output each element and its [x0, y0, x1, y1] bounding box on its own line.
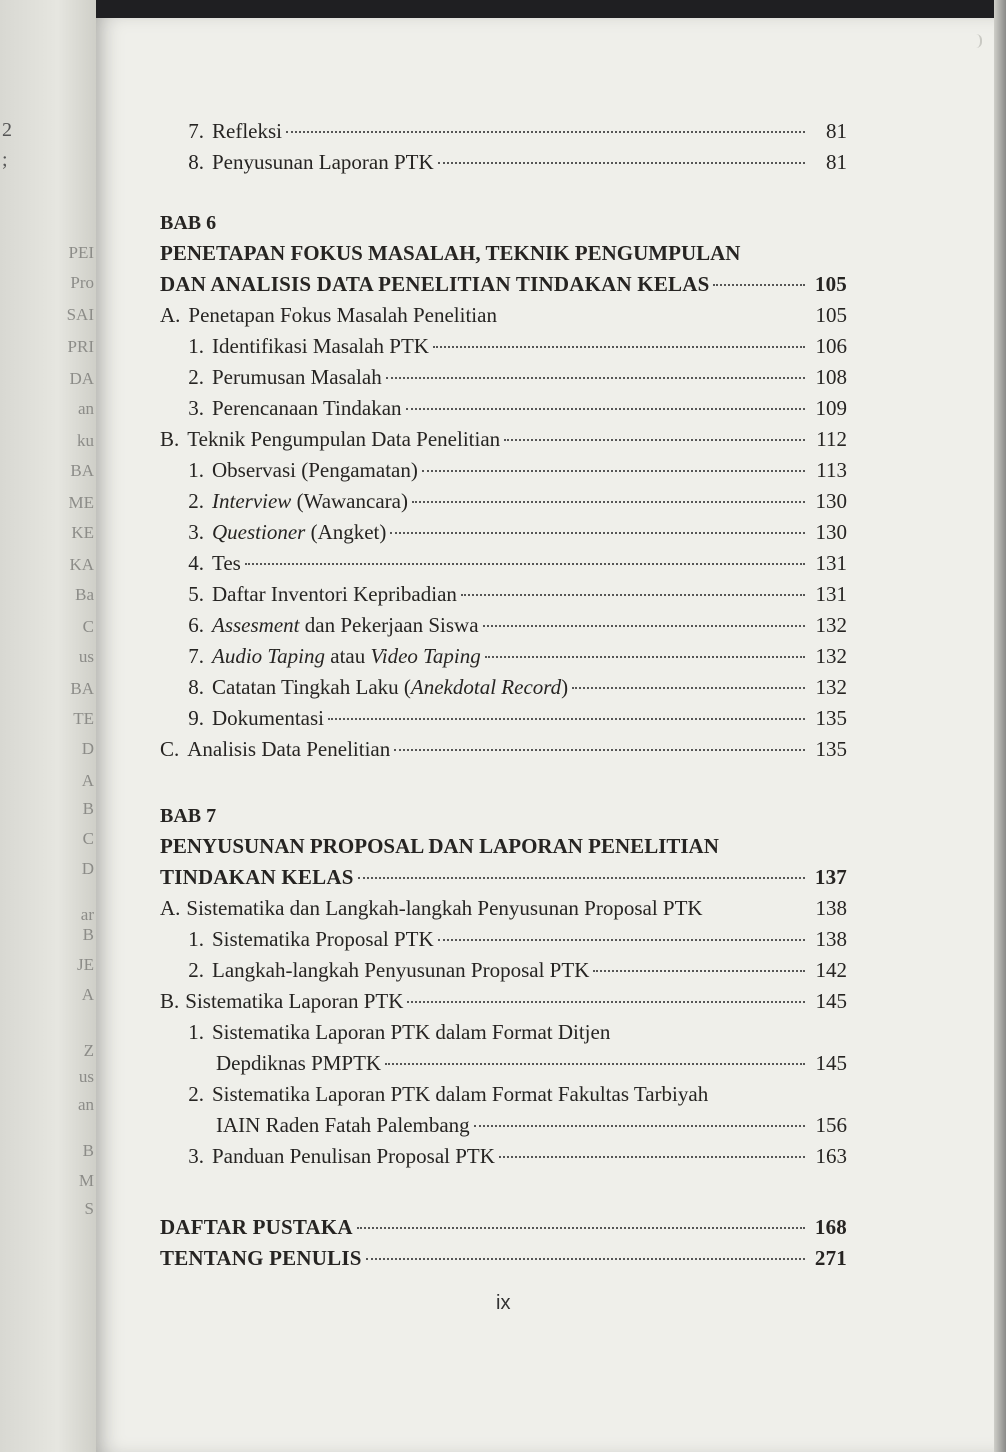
- edge-fragment: KA: [69, 555, 94, 574]
- toc-entry-continuation: [160, 1048, 847, 1079]
- toc-page-number: 130: [815, 489, 847, 513]
- toc-entry-title: Depdiknas PMPTK: [216, 1051, 382, 1075]
- edge-fragment: us: [78, 647, 94, 666]
- toc-entry-title: Sistematika Laporan PTK: [185, 989, 404, 1013]
- dot-leader: [438, 939, 805, 941]
- toc-page-number: 138: [815, 927, 847, 951]
- toc-entry-title: Perencanaan Tindakan: [212, 396, 402, 420]
- dot-leader: [366, 1258, 805, 1260]
- edge-fragment: SAI: [66, 305, 94, 324]
- toc-section: B. Teknik Pengumpulan Data Penelitian 112: [160, 424, 847, 455]
- toc-entry: 5. Daftar Inventori Kepribadian 131: [160, 579, 847, 610]
- edge-fragment: Ba: [75, 585, 94, 604]
- toc-page-number: 113: [816, 458, 847, 482]
- toc-entry-title: Assesment dan Pekerjaan Siswa: [212, 613, 479, 637]
- edge-fragment: JE: [77, 955, 94, 974]
- toc-end-entry: [160, 1243, 847, 1274]
- dot-leader: [713, 284, 805, 286]
- toc-page-number: 145: [815, 989, 847, 1013]
- toc-entry-title: Interview (Wawancara): [212, 489, 408, 513]
- toc-entry-title: Teknik Pengumpulan Data Penelitian: [187, 427, 501, 451]
- toc-entry-title: Catatan Tingkah Laku (Anekdotal Record): [212, 675, 569, 699]
- edge-fragment: A: [81, 771, 94, 790]
- toc-entry: 7. Refleksi 81: [160, 116, 847, 147]
- edge-fragment: BA: [70, 679, 94, 698]
- toc-page-number: 112: [816, 427, 847, 451]
- dot-leader: [406, 408, 805, 410]
- scan-top-border: [0, 0, 1006, 20]
- toc-page-number: 132: [815, 675, 847, 699]
- margin-mark: ;: [2, 149, 8, 171]
- dot-leader: [461, 594, 805, 596]
- dot-leader: [422, 470, 805, 472]
- edge-fragment: PEI: [68, 243, 94, 262]
- toc-entry: 2. Perumusan Masalah 108: [160, 362, 847, 393]
- toc-entry-title: Sistematika dan Langkah-langkah Penyusunan Proposal PTK: [186, 896, 703, 920]
- chapter-title-row: [160, 269, 847, 300]
- toc-page-number: 81: [826, 150, 847, 174]
- toc-entry-title: Sistematika Laporan PTK dalam Format Fakultas Tarbiyah: [212, 1082, 709, 1106]
- toc-page-number: 163: [815, 1144, 847, 1168]
- edge-fragment: ar: [80, 905, 94, 924]
- toc-page-number: 132: [815, 644, 847, 668]
- chapter-label: BAB 6: [160, 212, 217, 234]
- toc-entry: 3. Panduan Penulisan Proposal PTK 163: [160, 1141, 847, 1172]
- toc-section: B. Sistematika Laporan PTK 145: [160, 986, 847, 1017]
- edge-fragment: B: [82, 1141, 94, 1160]
- toc-entry: 2. Sistematika Laporan PTK dalam Format Fakultas Tarbiyah: [160, 1079, 847, 1110]
- dot-leader: [483, 625, 805, 627]
- edge-fragment: TE: [73, 709, 94, 728]
- table-of-contents: [160, 116, 847, 1274]
- dot-leader: [593, 970, 805, 972]
- toc-page-number: 130: [815, 520, 847, 544]
- toc-section: A. Penetapan Fokus Masalah Penelitian 105: [160, 300, 847, 331]
- toc-page-number: 135: [815, 737, 847, 761]
- dot-leader: [407, 1001, 805, 1003]
- toc-end-entry: [160, 1212, 847, 1243]
- edge-fragment: S: [84, 1199, 94, 1218]
- toc-page-number: 108: [815, 365, 847, 389]
- edge-fragment: Pro: [70, 273, 94, 292]
- facing-page-edge: [0, 0, 96, 1452]
- toc-page-number: 106: [815, 334, 847, 358]
- toc-page-number: 105: [814, 272, 847, 296]
- bleed-mark: [970, 34, 982, 48]
- dot-leader: [504, 439, 805, 441]
- toc-entry-title: Refleksi: [212, 119, 282, 143]
- edge-fragment: C: [82, 829, 94, 848]
- toc-entry: 1. Identifikasi Masalah PTK 106: [160, 331, 847, 362]
- edge-fragment: an: [77, 1095, 94, 1114]
- dot-leader: [245, 563, 805, 565]
- toc-entry-title: Daftar Inventori Kepribadian: [212, 582, 457, 606]
- dot-leader: [412, 501, 805, 503]
- toc-entry-title: Tes: [212, 551, 241, 575]
- toc-page-number: 271: [814, 1246, 847, 1270]
- page-number: ix: [496, 1292, 511, 1314]
- edge-fragment: BA: [70, 461, 94, 480]
- toc-entry-title: Sistematika Laporan PTK dalam Format Ditjen: [212, 1020, 611, 1044]
- dot-leader: [438, 162, 805, 164]
- toc-entry-title: Dokumentasi: [212, 706, 324, 730]
- toc-entry-title: Penetapan Fokus Masalah Penelitian: [188, 303, 497, 327]
- toc-entry: 1. Observasi (Pengamatan) 113: [160, 455, 847, 486]
- edge-fragment: D: [81, 739, 94, 758]
- dot-leader: [572, 687, 805, 689]
- dot-leader: [499, 1156, 805, 1158]
- toc-page-number: 138: [815, 896, 847, 920]
- toc-entry: 2. Langkah-langkah Penyusunan Proposal PTK 142: [160, 955, 847, 986]
- toc-entry-title: TENTANG PENULIS: [160, 1246, 362, 1270]
- edge-fragment: A: [81, 985, 94, 1004]
- toc-entry-title: Sistematika Proposal PTK: [212, 927, 434, 951]
- margin-mark: 2: [2, 119, 12, 141]
- toc-page-number: 132: [815, 613, 847, 637]
- edge-fragment: KE: [71, 523, 94, 542]
- toc-page-number: 145: [815, 1051, 847, 1075]
- dot-leader: [385, 1063, 805, 1065]
- edge-fragment: us: [78, 1067, 94, 1086]
- toc-entry-title: Perumusan Masalah: [212, 365, 382, 389]
- toc-entry-title: Panduan Penulisan Proposal PTK: [212, 1144, 495, 1168]
- dot-leader: [394, 749, 805, 751]
- toc-page-number: 131: [815, 551, 847, 575]
- toc-entry: 1. Sistematika Laporan PTK dalam Format Ditjen: [160, 1017, 847, 1048]
- toc-entry: 6. Assesment dan Pekerjaan Siswa 132: [160, 610, 847, 641]
- toc-entry: 8. Penyusunan Laporan PTK 81: [160, 147, 847, 178]
- dot-leader: [358, 877, 805, 879]
- toc-entry: 1. Sistematika Proposal PTK 138: [160, 924, 847, 955]
- edge-fragment: DA: [69, 369, 94, 388]
- toc-entry-continuation: [160, 1110, 847, 1141]
- edge-fragment: PRI: [67, 337, 94, 356]
- page-right-edge: [994, 0, 1006, 1452]
- dot-leader: [390, 532, 805, 534]
- toc-entry: 3. Questioner (Angket) 130: [160, 517, 847, 548]
- toc-page-number: 168: [814, 1215, 847, 1239]
- dot-leader: [328, 718, 805, 720]
- toc-entry-title: IAIN Raden Fatah Palembang: [216, 1113, 470, 1137]
- chapter-title-line: TINDAKAN KELAS: [160, 865, 354, 889]
- dot-leader: [386, 377, 805, 379]
- edge-fragment: B: [82, 799, 94, 818]
- toc-entry-title: Observasi (Pengamatan): [212, 458, 418, 482]
- toc-entry: 3. Perencanaan Tindakan 109: [160, 393, 847, 424]
- chapter-title-line: PENYUSUNAN PROPOSAL DAN LAPORAN PENELITIAN: [160, 834, 719, 858]
- toc-entry-title: Langkah-langkah Penyusunan Proposal PTK: [212, 958, 590, 982]
- toc-entry: 9. Dokumentasi 135: [160, 703, 847, 734]
- chapter-title-row: [160, 862, 847, 893]
- toc-entry-title: Analisis Data Penelitian: [187, 737, 391, 761]
- edge-fragment: Z: [83, 1041, 94, 1060]
- edge-fragment: B: [82, 925, 94, 944]
- toc-entry: 2. Interview (Wawancara) 130: [160, 486, 847, 517]
- toc-entry: 4. Tes 131: [160, 548, 847, 579]
- toc-page-number: 137: [814, 865, 847, 889]
- toc-page-number: 81: [826, 119, 847, 143]
- toc-entry-title: Questioner (Angket): [212, 520, 387, 544]
- toc-page-number: 105: [815, 303, 847, 327]
- chapter-title-line: DAN ANALISIS DATA PENELITIAN TINDAKAN KELAS: [160, 272, 710, 296]
- chapter-label: BAB 7: [160, 805, 217, 827]
- toc-entry-title: Identifikasi Masalah PTK: [212, 334, 429, 358]
- toc-page-number: 135: [815, 706, 847, 730]
- dot-leader: [474, 1125, 805, 1127]
- toc-page-number: 156: [815, 1113, 847, 1137]
- toc-page-number: 131: [815, 582, 847, 606]
- toc-entry-title: Audio Taping atau Video Taping: [212, 644, 481, 668]
- toc-entry-title: DAFTAR PUSTAKA: [160, 1215, 353, 1239]
- edge-fragment: ku: [77, 431, 94, 450]
- edge-fragment: D: [81, 859, 94, 878]
- toc-page-number: 142: [815, 958, 847, 982]
- edge-fragment: C: [82, 617, 94, 636]
- toc-entry: 7. Audio Taping atau Video Taping 132: [160, 641, 847, 672]
- toc-section: C. Analisis Data Penelitian 135: [160, 734, 847, 765]
- dot-leader: [485, 656, 805, 658]
- edge-fragment: ME: [68, 493, 94, 512]
- toc-entry: 8. Catatan Tingkah Laku (Anekdotal Record) 132: [160, 672, 847, 703]
- toc-section: A. Sistematika dan Langkah-langkah Penyusunan Proposal PTK 138: [160, 893, 847, 924]
- edge-fragment: M: [78, 1171, 94, 1190]
- dot-leader: [286, 131, 805, 133]
- edge-fragment: an: [77, 399, 94, 418]
- toc-entry-title: Penyusunan Laporan PTK: [212, 150, 434, 174]
- dot-leader: [357, 1227, 805, 1229]
- chapter-title-line: PENETAPAN FOKUS MASALAH, TEKNIK PENGUMPULAN: [160, 241, 741, 265]
- dot-leader: [433, 346, 805, 348]
- toc-page-number: 109: [815, 396, 847, 420]
